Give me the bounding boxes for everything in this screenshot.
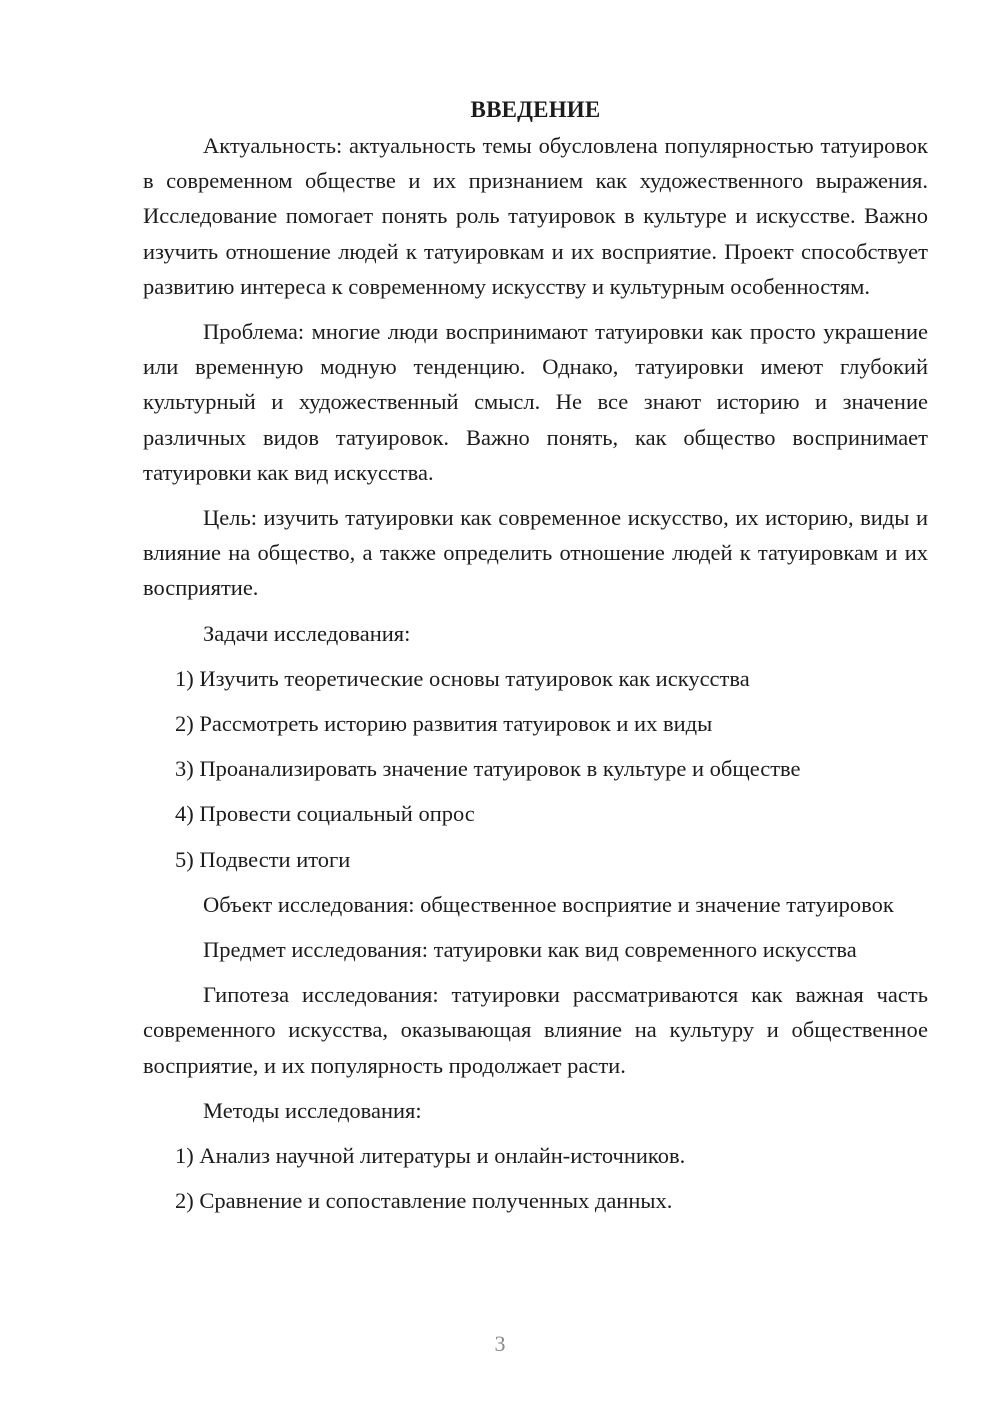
task-item: 1) Изучить теоретические основы татуировок как искусства bbox=[175, 665, 750, 691]
document-page bbox=[143, 92, 928, 1228]
problem-paragraph: Проблема: многие люди воспринимают татуировки как просто украшение или временную модную тенденцию. Однако, татуировки имеют глубокий культурный и художественный смысл. Не все знают историю и значение различных видов татуировок. Важно понять, как общество воспринимает татуировки как вид искусства. bbox=[143, 319, 928, 485]
task-item: 5) Подвести итоги bbox=[175, 846, 351, 872]
page-title: ВВЕДЕНИЕ bbox=[470, 97, 601, 122]
methods-heading: Методы исследования: bbox=[203, 1097, 422, 1123]
page-number: 3 bbox=[494, 1331, 506, 1356]
subject-paragraph: Предмет исследования: татуировки как вид современного искусства bbox=[203, 937, 857, 963]
method-item: 2) Сравнение и сопоставление полученных данных. bbox=[175, 1188, 673, 1214]
hypothesis-paragraph: Гипотеза исследования: татуировки рассматриваются как важная часть современного искусства, оказывающая влияние на культуру и общественное восприятие, и их популярность продолжает расти. bbox=[143, 982, 928, 1078]
task-item: 3) Проанализировать значение татуировок в культуре и обществе bbox=[175, 756, 801, 782]
object-paragraph: Объект исследования: общественное восприятие и значение татуировок bbox=[203, 891, 894, 917]
task-item: 2) Рассмотреть историю развития татуировок и их виды bbox=[175, 711, 713, 737]
tasks-heading: Задачи исследования: bbox=[203, 620, 411, 646]
method-item: 1) Анализ научной литературы и онлайн-источников. bbox=[175, 1143, 686, 1169]
relevance-paragraph: Актуальность: актуальность темы обусловлена популярностью татуировок в современном обществе и их признанием как художественного выражения. Исследование помогает понять роль татуировок в культуре и искусстве. Важно изучить отношение людей к татуировкам и их восприятие. Проект способствует развитию интереса к современному искусству и культурным особенностям. bbox=[143, 133, 928, 299]
task-item: 4) Провести социальный опрос bbox=[175, 801, 475, 827]
goal-paragraph: Цель: изучить татуировки как современное искусство, их историю, виды и влияние на общество, а также определить отношение людей к татуировкам и их восприятие. bbox=[143, 505, 928, 601]
